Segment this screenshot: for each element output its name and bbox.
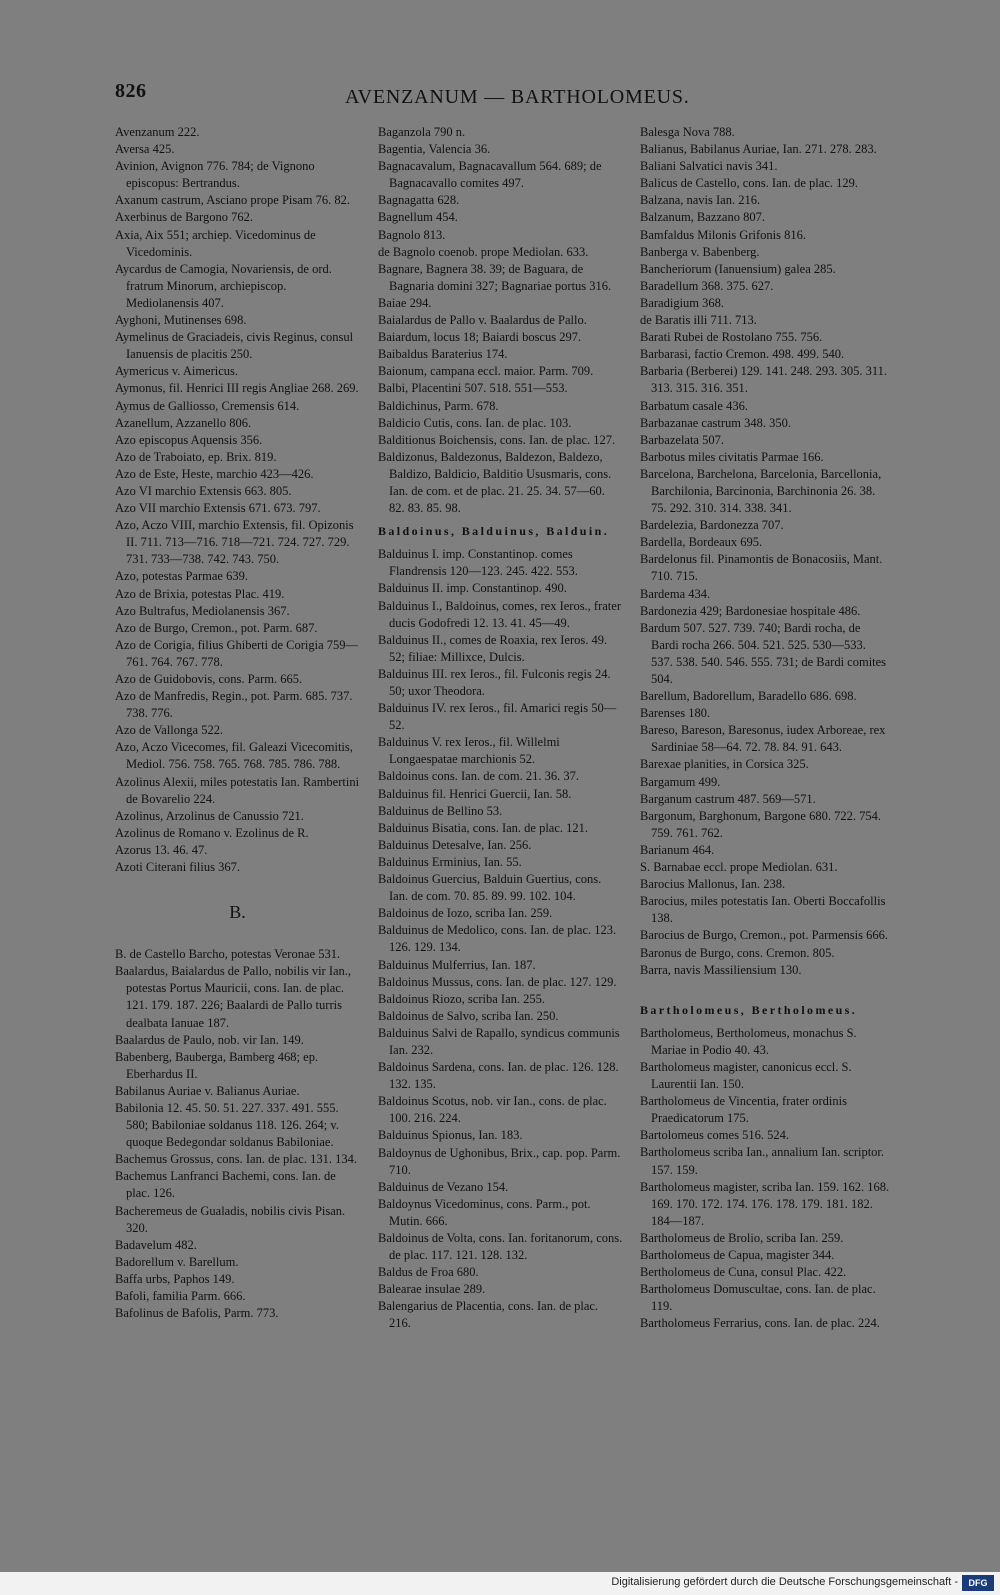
index-entry: Bamfaldus Milonis Grifonis 816.: [640, 227, 806, 242]
index-entry: Banberga v. Babenberg.: [640, 244, 760, 259]
index-entry: Barellum, Badorellum, Baradello 686. 698.: [640, 689, 857, 704]
index-entry: Balditionus Boichensis, cons. Ian. de plac. 127.: [378, 432, 616, 447]
section-heading: Baldoinus, Balduinus, Balduin.: [378, 524, 610, 539]
index-entry: Azo episcopus Aquensis 356.: [115, 432, 263, 447]
index-entry: Axia, Aix 551; archiep. Vicedominus de Vicedominis.: [115, 227, 316, 259]
index-entry: Baldoynus de Ughonibus, Brix., cap. pop. Parm. 710.: [378, 1145, 621, 1177]
index-entry: Azo de Brixia, potestas Plac. 419.: [115, 586, 285, 601]
index-entry: Badavelum 482.: [115, 1237, 197, 1252]
index-entry: Baalardus de Paulo, nob. vir Ian. 149.: [115, 1032, 304, 1047]
entry-list-a: [378, 124, 623, 517]
dfg-logo-icon: DFG: [962, 1575, 994, 1591]
index-entry: Baldoinus Mussus, cons. Ian. de plac. 127. 129.: [378, 974, 617, 989]
index-entry: Baldizonus, Baldezonus, Baldezon, Baldezo, Baldizo, Baldicio, Balditio Ususmaris, cons. Ian. de com. et de plac. 21. 25. 34. 57—60. 82. 83. 85. 98.: [378, 449, 612, 516]
index-entry: Balduinus Erminius, Ian. 55.: [378, 854, 522, 869]
index-entry: Bagnellum 454.: [378, 210, 458, 225]
index-entry: Bardelezia, Bardonezza 707.: [640, 518, 784, 533]
index-entry: Bachemus Grossus, cons. Ian. de plac. 131. 134.: [115, 1152, 357, 1167]
index-entry: Bardella, Bordeaux 695.: [640, 535, 763, 550]
index-entry: Balduinus Salvi de Rapallo, syndicus communis Ian. 232.: [378, 1025, 620, 1057]
footer-bar: [0, 1572, 1000, 1595]
index-entry: Baiae 294.: [378, 295, 432, 310]
index-entry: Azanellum, Azzanello 806.: [115, 415, 252, 430]
index-entry: Bafolinus de Bafolis, Parm. 773.: [115, 1306, 279, 1321]
index-entry: Azoti Citerani filius 367.: [115, 860, 240, 875]
index-entry: Azo VI marchio Extensis 663. 805.: [115, 483, 292, 498]
index-entry: Balduinus Mulferrius, Ian. 187.: [378, 957, 536, 972]
index-entry: Baldoinus Guercius, Balduin Guertius, cons. Ian. de com. 70. 85. 89. 99. 102. 104.: [378, 872, 602, 904]
index-entry: Barati Rubei de Rostolano 755. 756.: [640, 330, 823, 345]
index-entry: Baldoinus cons. Ian. de com. 21. 36. 37.: [378, 769, 580, 784]
index-entry: Aymelinus de Graciadeis, civis Reginus, consul Ianuensis de placitis 250.: [115, 330, 354, 362]
index-entry: Barbazanae castrum 348. 350.: [640, 415, 791, 430]
index-entry: Baliani Salvatici navis 341.: [640, 159, 778, 174]
index-entry: Babilanus Auriae v. Balianus Auriae.: [115, 1083, 300, 1098]
index-entry: Baffa urbs, Paphos 149.: [115, 1271, 235, 1286]
index-entry: Aymericus v. Aimericus.: [115, 364, 239, 379]
index-entry: Ayghoni, Mutinenses 698.: [115, 313, 247, 328]
index-entry: Baalardus, Baialardus de Pallo, nobilis vir Ian., potestas Portus Mauricii, cons. Ian. de plac. 121. 179. 187. 226; Baalardi de Pallo turris dealbata Ianuae 187.: [115, 964, 352, 1030]
footer-credit: Digitalisierung gefördert durch die Deutsche Forschungsgemeinschaft -: [611, 1576, 958, 1588]
column-2: [378, 124, 623, 1333]
index-entry: Baldoinus de Iozo, scriba Ian. 259.: [378, 906, 553, 921]
index-entry: Bargonum, Barghonum, Bargone 680. 722. 754. 759. 761. 762.: [640, 808, 881, 840]
index-entry: Bancheriorum (Ianuensium) galea 285.: [640, 261, 836, 276]
index-entry: Barbatum casale 436.: [640, 398, 748, 413]
index-entry: Azo, Aczo Vicecomes, fil. Galeazi Vicecomitis, Mediol. 756. 758. 765. 768. 785. 786. 788.: [115, 740, 353, 772]
column-3: [640, 124, 890, 1332]
index-entry: Barbaria (Berberei) 129. 141. 248. 293. 305. 311. 313. 315. 316. 351.: [640, 364, 888, 396]
index-entry: Aycardus de Camogia, Novariensis, de ord. fratrum Minorum, archiepiscop. Mediolanensis 407.: [115, 261, 332, 310]
index-entry: Balduinus fil. Henrici Guercii, Ian. 58.: [378, 786, 572, 801]
index-entry: Bacheremeus de Gualadis, nobilis civis Pisan. 320.: [115, 1203, 346, 1235]
index-entry: Bardum 507. 527. 739. 740; Bardi rocha, de Bardi rocha 266. 504. 521. 525. 530—533. 537. 538. 540. 546. 555. 731; de Bardi comites 504.: [640, 620, 887, 686]
index-entry: Bagnagatta 628.: [378, 193, 460, 208]
index-entry: Barbarasi, factio Cremon. 498. 499. 540.: [640, 347, 845, 362]
index-entry: Azo VII marchio Extensis 671. 673. 797.: [115, 501, 321, 516]
index-entry: Baldoinus de Volta, cons. Ian. foritanorum, cons. de plac. 117. 121. 128. 132.: [378, 1231, 623, 1263]
index-entry: Barocius, miles potestatis Ian. Oberti Boccafollis 138.: [640, 894, 886, 926]
index-entry: Azolinus de Romano v. Ezolinus de R.: [115, 825, 309, 840]
index-entry: Balearae insulae 289.: [378, 1282, 486, 1297]
index-entry: Baiardum, locus 18; Baiardi boscus 297.: [378, 330, 582, 345]
index-entry: Bardonezia 429; Bardonesiae hospitale 486.: [640, 603, 861, 618]
index-entry: Avenzanum 222.: [115, 125, 200, 139]
index-entry: de Bagnolo coenob. prope Mediolan. 633.: [378, 244, 589, 259]
index-entry: de Baratis illi 711. 713.: [640, 313, 757, 328]
entry-list-b: [115, 946, 360, 1322]
index-entry: Baganzola 790 n.: [378, 125, 466, 139]
index-entry: Bartholomeus magister, scriba Ian. 159. 162. 168. 169. 170. 172. 174. 176. 178. 179. 181. 182. 184—187.: [640, 1179, 890, 1228]
index-entry: Balianus, Babilanus Auriae, Ian. 271. 278. 283.: [640, 142, 877, 157]
index-entry: B. de Castello Barcho, potestas Veronae 531.: [115, 947, 341, 962]
index-entry: Barra, navis Massiliensium 130.: [640, 962, 802, 977]
letter-heading: B.: [229, 902, 246, 923]
index-entry: Baldus de Froa 680.: [378, 1265, 479, 1280]
index-entry: Bartholomeus de Capua, magister 344.: [640, 1248, 835, 1262]
index-entry: Aversa 425.: [115, 142, 175, 157]
index-entry: Bartolomeus comes 516. 524.: [640, 1128, 789, 1143]
index-entry: Azo de Este, Heste, marchio 423—426.: [115, 466, 314, 481]
index-entry: Bartholomeus de Brolio, scriba Ian. 259.: [640, 1230, 844, 1245]
index-entry: Azo Bultrafus, Mediolanensis 367.: [115, 603, 290, 618]
index-entry: Barbazelata 507.: [640, 432, 724, 447]
index-entry: Baldoinus de Salvo, scriba Ian. 250.: [378, 1008, 559, 1023]
index-entry: Azolinus Alexii, miles potestatis Ian. Rambertini de Bovarelio 224.: [115, 774, 360, 806]
index-entry: Azo, Aczo VIII, marchio Extensis, fil. Opizonis II. 711. 713—716. 718—721. 724. 727. 729. 731. 733—738. 742. 743. 750.: [115, 518, 354, 567]
index-entry: S. Barnabae eccl. prope Mediolan. 631.: [640, 860, 838, 875]
index-entry: Balesga Nova 788.: [640, 125, 735, 139]
index-entry: Baldoinus Scotus, nob. vir Ian., cons. de plac. 100. 216. 224.: [378, 1094, 607, 1126]
index-entry: Balduinus I., Baldoinus, comes, rex Ieros., frater ducis Godofredi 12. 13. 41. 45—49.: [378, 598, 621, 630]
index-entry: Azo de Corigia, filius Ghiberti de Corigia 759—761. 764. 767. 778.: [115, 637, 359, 669]
index-entry: Bachemus Lanfranci Bachemi, cons. Ian. de plac. 126.: [115, 1169, 336, 1201]
index-entry: Azo de Vallonga 522.: [115, 723, 224, 738]
index-entry: Balduinus V. rex Ieros., fil. Willelmi Longaespatae marchionis 52.: [378, 735, 560, 767]
index-entry: Baradigium 368.: [640, 295, 725, 310]
index-entry: Babilonia 12. 45. 50. 51. 227. 337. 491. 555. 580; Babiloniae soldanus 118. 126. 264; v. quoque Bedegondar soldanus Babiloniae.: [115, 1100, 339, 1150]
index-entry: Bardelonus fil. Pinamontis de Bonacosiis, Mant. 710. 715.: [640, 552, 883, 584]
index-entry: Azo de Guidobovis, cons. Parm. 665.: [115, 672, 303, 686]
index-entry: Baldoynus Vicedominus, cons. Parm., pot. Mutin. 666.: [378, 1196, 591, 1228]
column-1: [115, 124, 360, 1322]
index-entry: Bartholomeus Ferrarius, cons. Ian. de plac. 224.: [640, 1316, 880, 1331]
section-heading: Bartholomeus, Bertholomeus.: [640, 1002, 858, 1017]
index-entry: Balzanum, Bazzano 807.: [640, 210, 765, 225]
index-entry: Baibaldus Baraterius 174.: [378, 347, 508, 362]
index-entry: Bartholomeus magister, canonicus eccl. S. Laurentii Ian. 150.: [640, 1059, 852, 1092]
index-entry: Axanum castrum, Asciano prope Pisam 76. 82.: [115, 193, 351, 208]
index-entry: Bartholomeus scriba Ian., annalium Ian. scriptor. 157. 159.: [640, 1145, 885, 1177]
index-entry: Avinion, Avignon 776. 784; de Vignono episcopus: Bertrandus.: [115, 159, 315, 191]
index-entry: Bardema 434.: [640, 586, 711, 601]
index-entry: Balduinus de Bellino 53.: [378, 803, 503, 818]
index-entry: Balduinus II. imp. Constantinop. 490.: [378, 581, 567, 596]
index-entry: Bargamum 499.: [640, 774, 721, 789]
index-entry: Azolinus, Arzolinus de Canussio 721.: [115, 808, 304, 823]
index-entry: Balduinus de Vezano 154.: [378, 1179, 509, 1194]
index-entry: Badorellum v. Barellum.: [115, 1254, 239, 1269]
index-entry: Axerbinus de Bargono 762.: [115, 210, 253, 225]
index-entry: Baionum, campana eccl. maior. Parm. 709.: [378, 364, 594, 379]
index-entry: Bagentia, Valencia 36.: [378, 142, 491, 157]
index-entry: Baronus de Burgo, cons. Cremon. 805.: [640, 945, 835, 960]
index-entry: Baldoinus Riozo, scriba Ian. 255.: [378, 991, 545, 1006]
index-entry: Barianum 464.: [640, 842, 715, 857]
index-entry: Bagnolo 813.: [378, 227, 446, 242]
index-entry: Balduinus Spionus, Ian. 183.: [378, 1128, 523, 1143]
index-entry: Azo, potestas Parmae 639.: [115, 569, 248, 584]
index-entry: Barcelona, Barchelona, Barcelonia, Barcellonia, Barchilonia, Barcinonia, Barchinonia 26. 38. 75. 292. 310. 314. 338. 341.: [640, 466, 882, 516]
index-entry: Baldicio Cutis, cons. Ian. de plac. 103.: [378, 415, 572, 430]
index-entry: Barexae planities, in Corsica 325.: [640, 757, 809, 772]
index-entry: Balduinus Bisatia, cons. Ian. de plac. 121.: [378, 820, 589, 835]
index-entry: Balduinus de Medolico, cons. Ian. de plac. 123. 126. 129. 134.: [378, 923, 617, 955]
index-entry: Bartholomeus, Bertholomeus, monachus S. Mariae in Podio 40. 43.: [640, 1025, 857, 1057]
index-entry: Balengarius de Placentia, cons. Ian. de plac. 216.: [378, 1299, 599, 1331]
entry-list-a: [115, 124, 360, 876]
entry-list-a: [640, 124, 890, 979]
index-entry: Bertholomeus de Cuna, consul Plac. 422.: [640, 1265, 847, 1280]
index-entry: Barganum castrum 487. 569—571.: [640, 791, 816, 806]
index-entry: Balduinus III. rex Ieros., fil. Fulconis regis 24. 50; uxor Theodora.: [378, 666, 611, 698]
page-number: 826: [115, 80, 147, 102]
index-entry: Azorus 13. 46. 47.: [115, 842, 208, 857]
index-entry: Barocius Mallonus, Ian. 238.: [640, 877, 786, 892]
index-entry: Balzana, navis Ian. 216.: [640, 193, 761, 208]
index-entry: Barenses 180.: [640, 706, 711, 721]
page-title: AVENZANUM — BARTHOLOMEUS.: [345, 86, 690, 108]
index-entry: Bareso, Bareson, Baresonus, iudex Arboreae, rex Sardiniae 58—64. 72. 78. 84. 91. 643.: [640, 723, 886, 755]
entry-list-b: [378, 546, 623, 1332]
index-entry: Bagnacavalum, Bagnacavallum 564. 689; de Bagnacavallo comites 497.: [378, 159, 602, 191]
index-entry: Balbi, Placentini 507. 518. 551—553.: [378, 381, 568, 396]
index-entry: Balicus de Castello, cons. Ian. de plac. 129.: [640, 176, 858, 191]
index-entry: Bartholomeus de Vincentia, frater ordinis Praedicatorum 175.: [640, 1094, 847, 1126]
index-entry: Azo de Manfredis, Regin., pot. Parm. 685. 737. 738. 776.: [115, 689, 353, 721]
index-entry: Aymus de Galliosso, Cremensis 614.: [115, 398, 300, 413]
index-entry: Balduinus IV. rex Ieros., fil. Amarici regis 50—52.: [378, 701, 617, 733]
entry-list-b: [640, 1025, 890, 1333]
index-entry: Bartholomeus Domuscultae, cons. Ian. de plac. 119.: [640, 1282, 876, 1314]
spacer: [640, 979, 890, 996]
index-entry: Aymonus, fil. Henrici III regis Angliae 268. 269.: [115, 381, 359, 396]
index-entry: Balduinus Detesalve, Ian. 256.: [378, 837, 532, 852]
index-entry: Baldoinus Sardena, cons. Ian. de plac. 126. 128. 132. 135.: [378, 1060, 619, 1092]
index-entry: Barbotus miles civitatis Parmae 166.: [640, 449, 824, 464]
index-entry: Balduinus II., comes de Roaxia, rex Ieros. 49. 52; filiae: Millixce, Dulcis.: [378, 632, 608, 664]
index-entry: Azo de Traboiato, ep. Brix. 819.: [115, 449, 277, 464]
index-entry: Bafoli, familia Parm. 666.: [115, 1289, 246, 1303]
index-entry: Balduinus I. imp. Constantinop. comes Flandrensis 120—123. 245. 422. 553.: [378, 547, 578, 579]
index-entry: Baldichinus, Parm. 678.: [378, 398, 499, 413]
index-entry: Barocius de Burgo, Cremon., pot. Parmensis 666.: [640, 928, 889, 943]
index-entry: Bagnare, Bagnera 38. 39; de Baguara, de Bagnaria domini 327; Bagnariae portus 316.: [378, 261, 612, 293]
index-entry: Baradellum 368. 375. 627.: [640, 278, 774, 293]
index-entry: Azo de Burgo, Cremon., pot. Parm. 687.: [115, 620, 318, 635]
index-entry: Babenberg, Bauberga, Bamberg 468; ep. Eberhardus II.: [115, 1049, 319, 1081]
index-entry: Baialardus de Pallo v. Baalardus de Pallo.: [378, 313, 587, 328]
